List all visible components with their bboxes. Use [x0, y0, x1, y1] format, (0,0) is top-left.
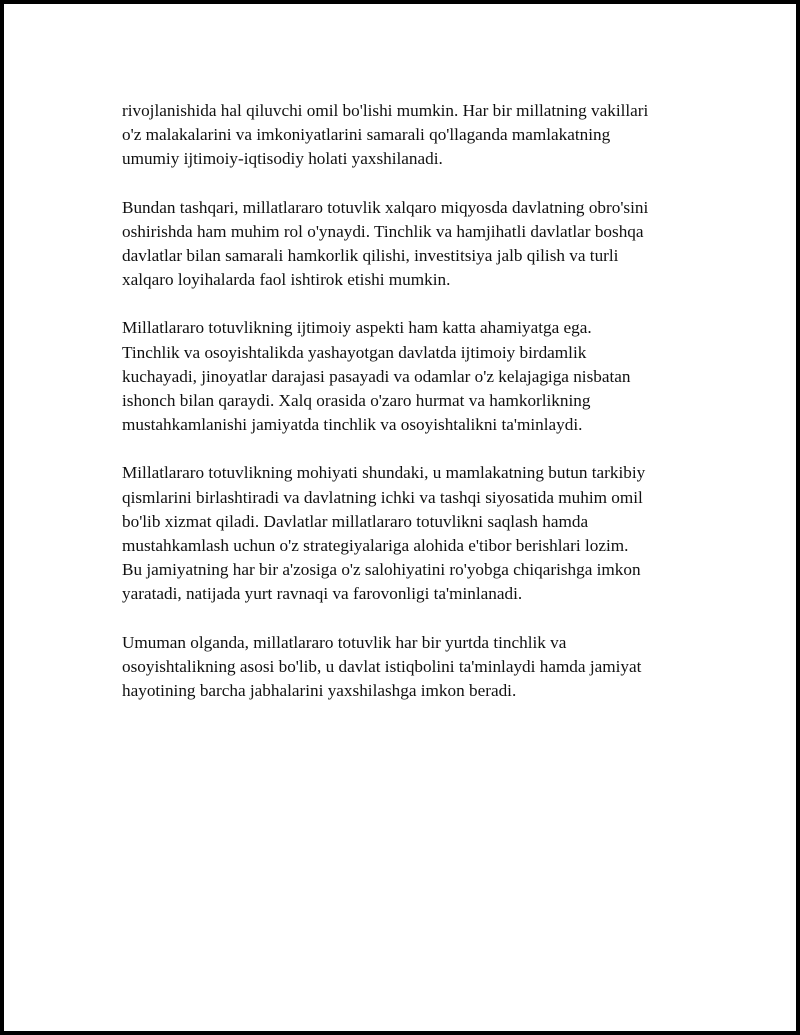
- paragraph-4: [122, 461, 702, 606]
- text-line: ishonch bilan qaraydi. Xalq orasida o'zaro hurmat va hamkorlikning: [122, 391, 591, 411]
- text-line: qismlarini birlashtiradi va davlatning ichki va tashqi siyosatida muhim omil: [122, 487, 643, 507]
- text-line: Umuman olganda, millatlararo totuvlik har bir yurtda tinchlik va: [122, 632, 567, 652]
- text-line: davlatlar bilan samarali hamkorlik qilishi, investitsiya jalb qilish va turli: [122, 246, 619, 266]
- text-line: Bundan tashqari, millatlararo totuvlik xalqaro miqyosda davlatning obro'sini: [122, 197, 649, 217]
- text-line: osoyishtalikning asosi bo'lib, u davlat istiqbolini ta'minlaydi hamda jamiyat: [122, 656, 642, 676]
- document-body: [122, 99, 702, 727]
- text-line: Millatlararo totuvlikning ijtimoiy aspekti ham katta ahamiyatga ega.: [122, 318, 592, 338]
- paragraph-5: [122, 631, 702, 704]
- text-line: mustahkamlash uchun o'z strategiyalariga alohida e'tibor berishlari lozim.: [122, 536, 629, 556]
- text-line: umumiy ijtimoiy-iqtisodiy holati yaxshilanadi.: [122, 149, 443, 169]
- text-line: Millatlararo totuvlikning mohiyati shundaki, u mamlakatning butun tarkibiy: [122, 463, 646, 483]
- text-line: kuchayadi, jinoyatlar darajasi pasayadi va odamlar o'z kelajagiga nisbatan: [122, 366, 631, 386]
- text-line: xalqaro loyihalarda faol ishtirok etishi mumkin.: [122, 270, 451, 290]
- paragraph-3: [122, 316, 702, 437]
- text-line: Tinchlik va osoyishtalikda yashayotgan davlatda ijtimoiy birdamlik: [122, 342, 587, 362]
- text-line: rivojlanishida hal qiluvchi omil bo'lishi mumkin. Har bir millatning vakillari: [122, 101, 649, 120]
- text-line: o'z malakalarini va imkoniyatlarini samarali qo'llaganda mamlakatning: [122, 125, 611, 145]
- paragraph-2: [122, 196, 702, 293]
- text-line: hayotining barcha jabhalarini yaxshilashga imkon beradi.: [122, 681, 517, 701]
- text-line: mustahkamlanishi jamiyatda tinchlik va osoyishtalikni ta'minlaydi.: [122, 415, 583, 435]
- paragraph-1: [122, 99, 702, 172]
- text-line: Bu jamiyatning har bir a'zosiga o'z salohiyatini ro'yobga chiqarishga imkon: [122, 560, 641, 580]
- text-line: oshirishda ham muhim rol o'ynaydi. Tinchlik va hamjihatli davlatlar boshqa: [122, 221, 644, 241]
- text-line: bo'lib xizmat qiladi. Davlatlar millatlararo totuvlikni saqlash hamda: [122, 511, 589, 531]
- text-line: yaratadi, natijada yurt ravnaqi va farovonligi ta'minlanadi.: [122, 584, 523, 604]
